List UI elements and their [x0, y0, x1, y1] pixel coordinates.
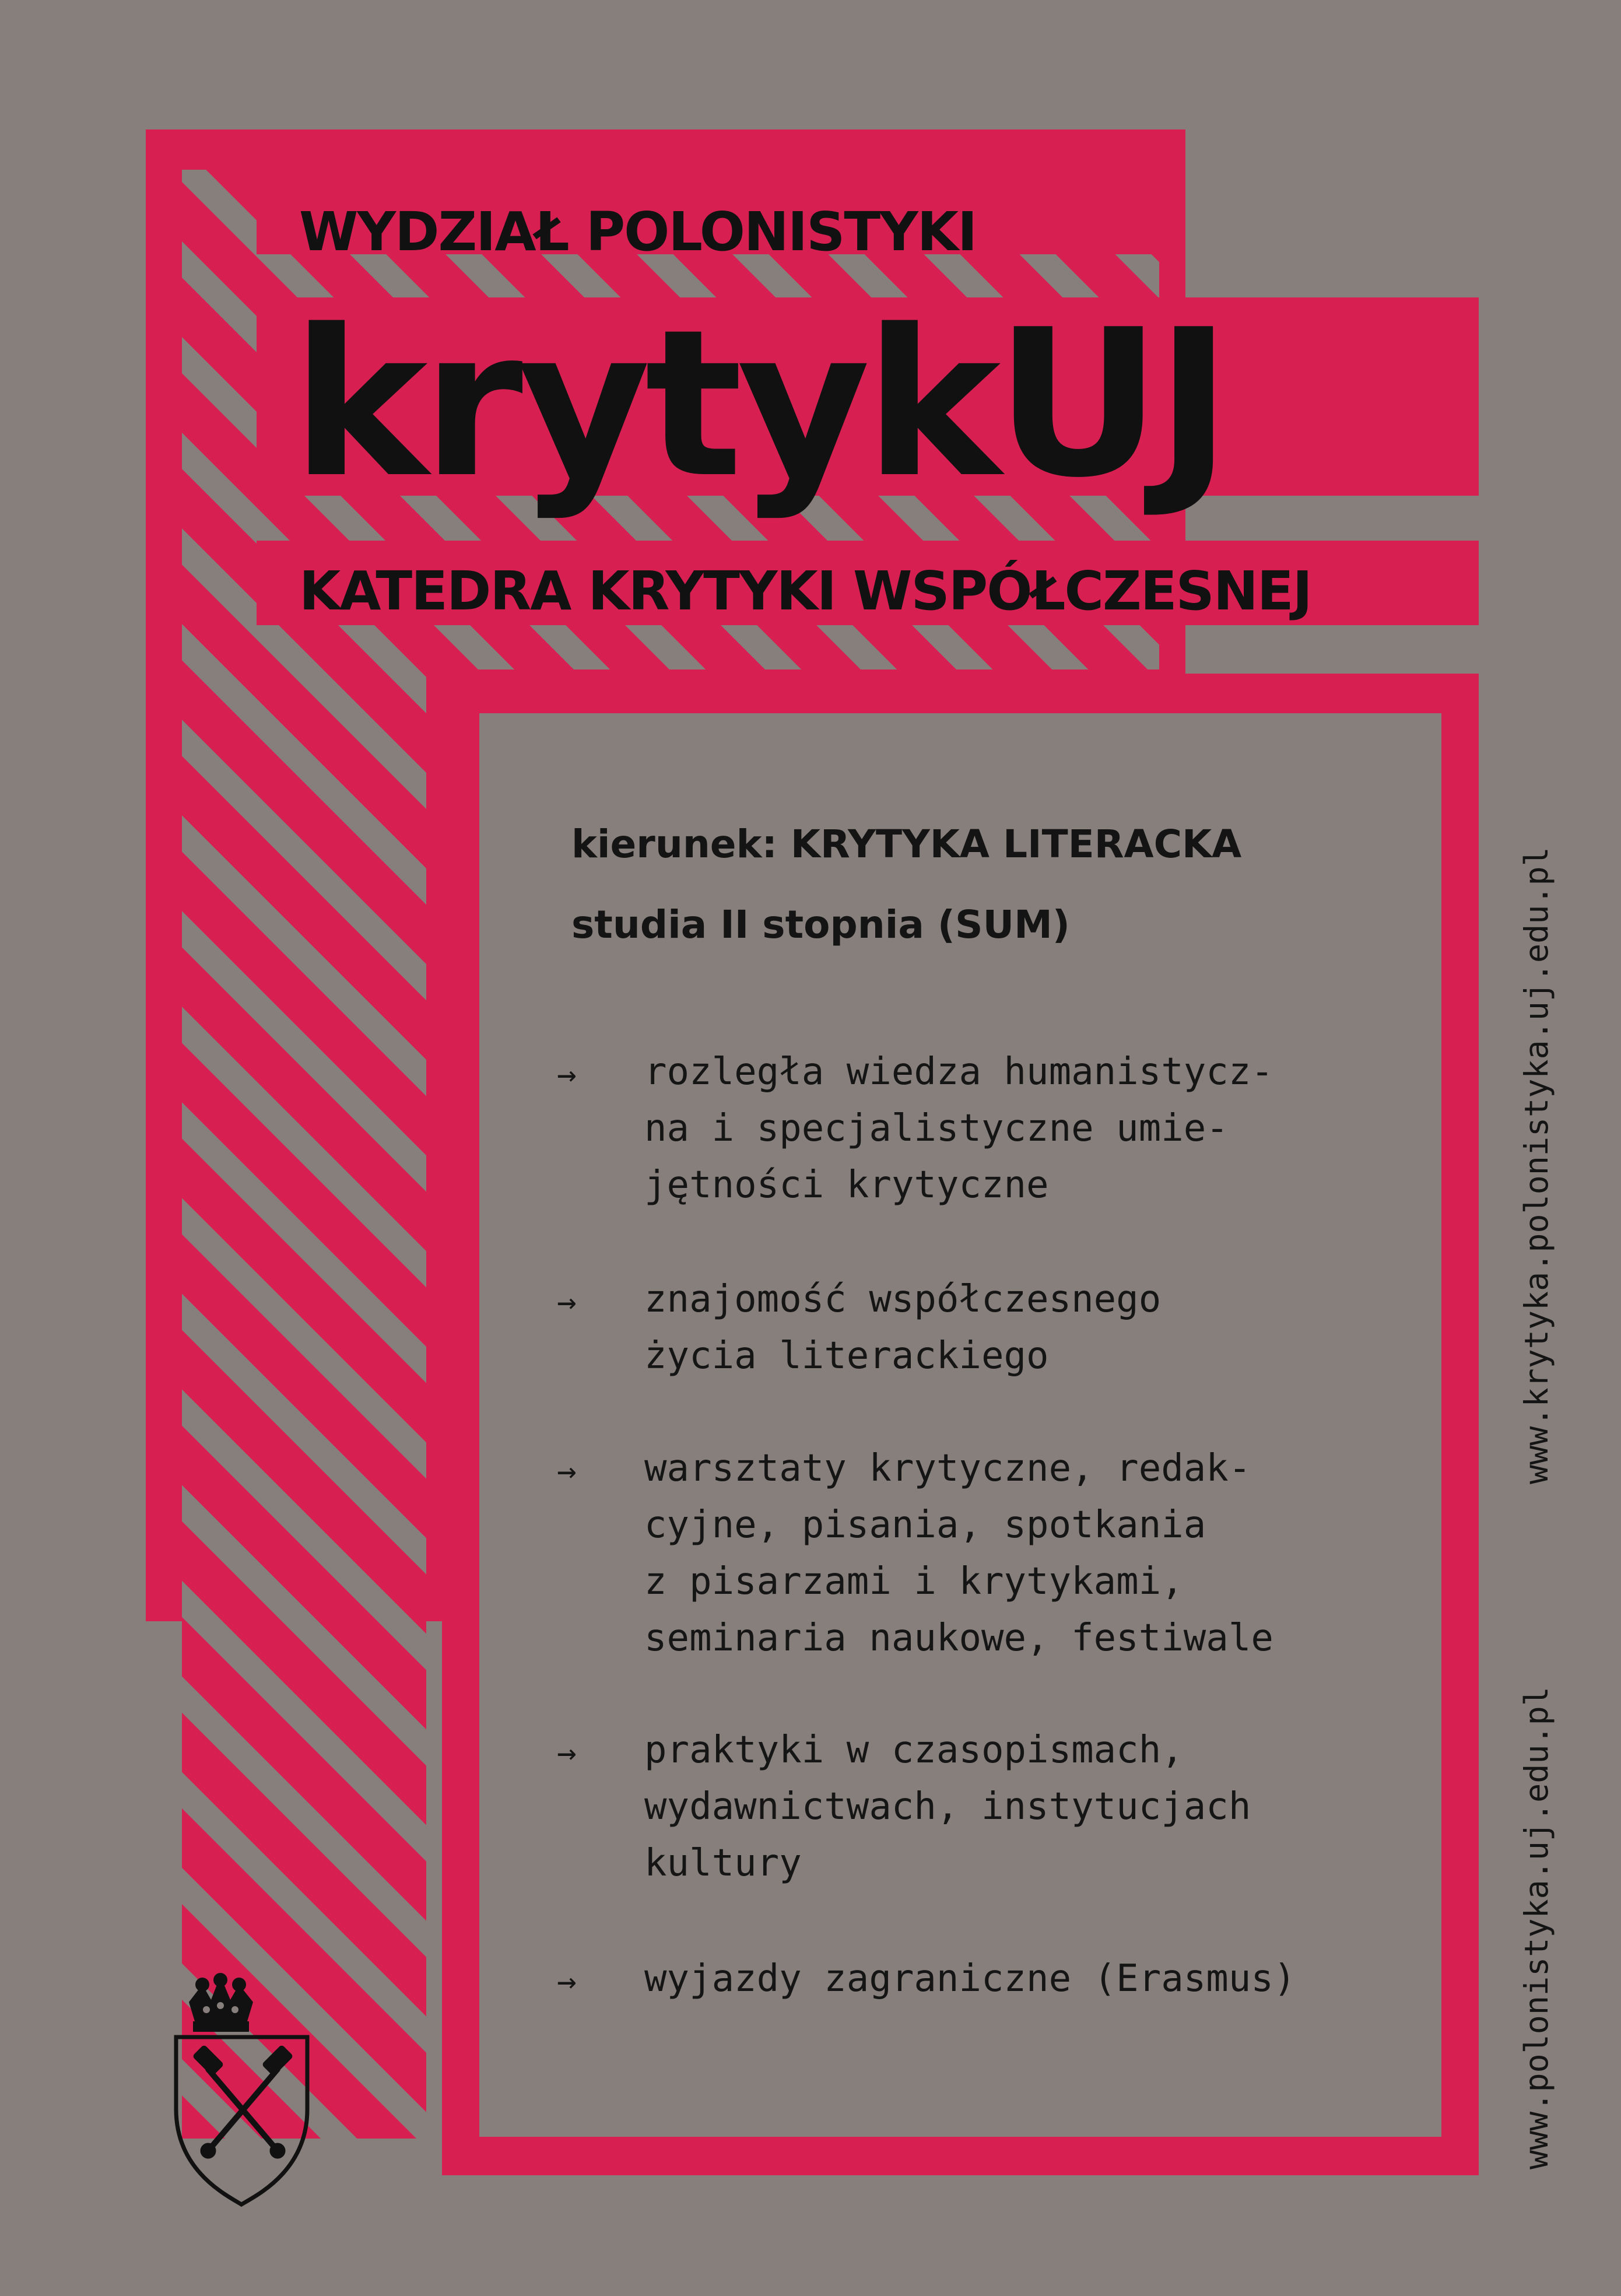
faculty-heading: WYDZIAŁ POLONISTYKI — [299, 201, 977, 263]
feature-arrow-icon: → — [557, 1962, 577, 2000]
program-name: kierunek: KRYTYKA LITERACKA — [571, 822, 1242, 867]
feature-item: warsztaty krytyczne, redak- cyjne, pisania, spotkania z pisarzami i krytykami, seminaria naukowe, festiwale — [644, 1447, 1273, 1660]
feature-item: znajomość współczesnego życia literackiego — [644, 1278, 1162, 1377]
feature-arrow-icon: → — [557, 1056, 577, 1093]
brand-title: krytykUJ — [292, 286, 1226, 523]
feature-arrow-icon: → — [557, 1452, 577, 1490]
study-level: studia II stopnia (SUM) — [571, 902, 1070, 947]
feature-item: rozległa wiedza humanistycz- na i specjalistyczne umie- jętności krytyczne — [644, 1050, 1273, 1207]
feature-item: wyjazdy zagraniczne (Erasmus) — [644, 1957, 1296, 2000]
polonistyka-website-link[interactable]: www.polonistyka.uj.edu.pl — [1518, 1687, 1555, 2169]
feature-arrow-icon: → — [557, 1283, 577, 1321]
krytyka-website-link[interactable]: www.krytyka.polonistyka.uj.edu.pl — [1518, 847, 1555, 1484]
crown-icon — [189, 1973, 253, 2032]
department-heading: KATEDRA KRYTYKI WSPÓŁCZESNEJ — [299, 560, 1311, 622]
feature-arrow-icon: → — [557, 1734, 577, 1772]
feature-item: praktyki w czasopismach, wydawnictwach, instytucjach kultury — [644, 1729, 1251, 1885]
